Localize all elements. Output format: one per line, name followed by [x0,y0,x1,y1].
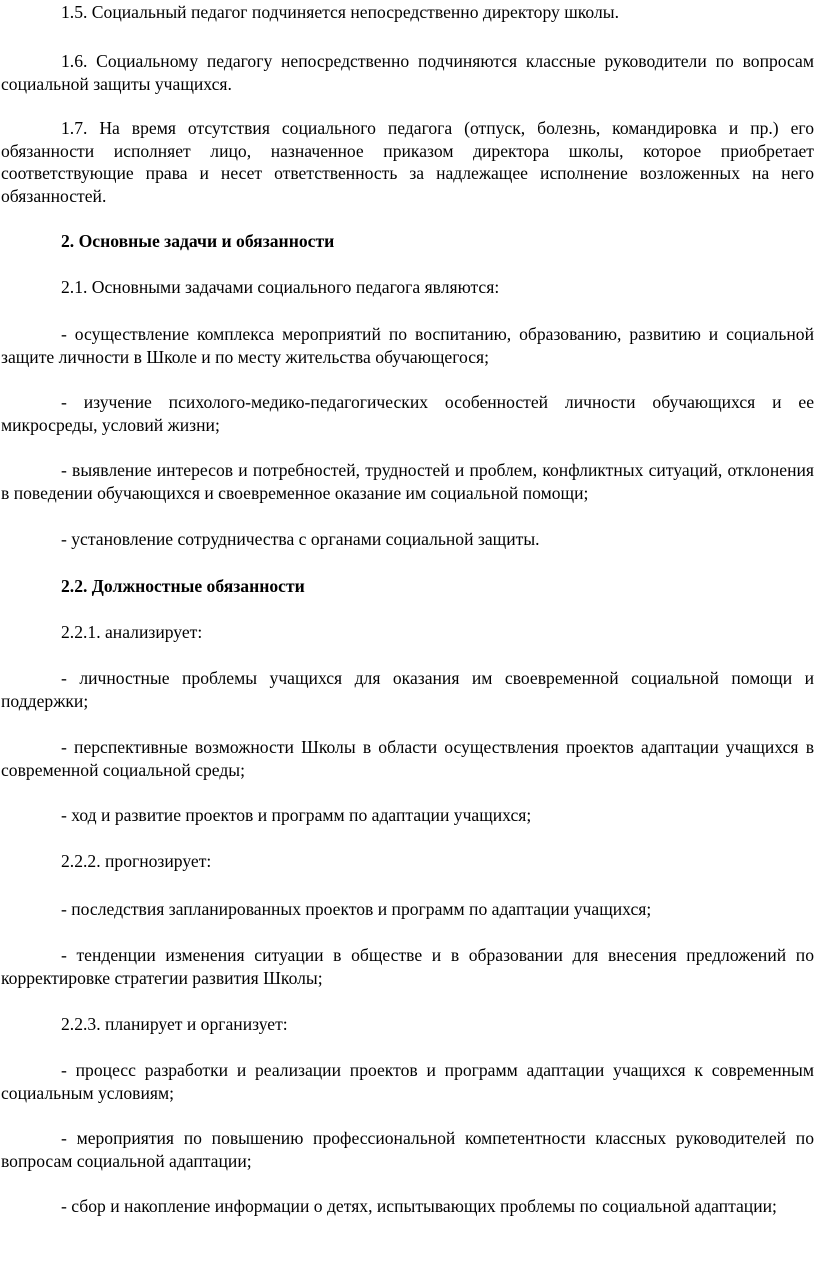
list-item-plan-3: - сбор и накопление информации о детях, испытывающих проблемы по социальной адаптации; [61,1196,777,1216]
list-item-analyze-2: - перспективные возможности Школы в области осуществления проектов адаптации учащихся в современной социальной среды; [1,737,814,780]
paragraph-2-2-3: 2.2.3. планирует и организует: [61,1014,288,1034]
section-heading-2: 2. Основные задачи и обязанности [61,231,335,251]
paragraph-2-2-2: 2.2.2. прогнозирует: [61,851,212,871]
list-item-task-2: - изучение психолого-медико-педагогических особенностей личности обучающихся и ее микросреды, условий жизни; [1,392,814,435]
paragraph-1-5: 1.5. Социальный педагог подчиняется непосредственно директору школы. [61,2,619,22]
paragraph-2-1: 2.1. Основными задачами социального педагога являются: [61,277,500,297]
paragraph-2-2-1: 2.2.1. анализирует: [61,622,203,642]
list-item-analyze-1: - личностные проблемы учащихся для оказания им своевременной социальной помощи и поддержки; [1,668,814,711]
paragraph-1-6: 1.6. Социальному педагогу непосредственно подчиняются классные руководители по вопросам социальной защиты учащихся. [1,51,814,94]
list-item-plan-1: - процесс разработки и реализации проектов и программ адаптации учащихся к современным социальным условиям; [1,1060,814,1103]
section-heading-2-2: 2.2. Должностные обязанности [61,576,305,596]
list-item-analyze-3: - ход и развитие проектов и программ по адаптации учащихся; [61,805,532,825]
list-item-forecast-1: - последствия запланированных проектов и программ по адаптации учащихся; [61,899,652,919]
paragraph-1-7: 1.7. На время отсутствия социального педагога (отпуск, болезнь, командировка и пр.) его обязанности исполняет лицо, назначенное приказом директора школы, которое приобретает соответствующие права и несет ответственность за надлежащее исполнение возложенных на него обязанностей. [1,118,814,206]
list-item-task-3: - выявление интересов и потребностей, трудностей и проблем, конфликтных ситуаций, отклонения в поведении обучающихся и своевременное оказание им социальной помощи; [1,460,814,503]
list-item-task-1: - осуществление комплекса мероприятий по воспитанию, образованию, развитию и социальной защите личности в Школе и по месту жительства обучающегося; [1,324,814,367]
list-item-plan-2: - мероприятия по повышению профессиональной компетентности классных руководителей по вопросам социальной адаптации; [1,1128,814,1171]
list-item-forecast-2: - тенденции изменения ситуации в обществе и в образовании для внесения предложений по корректировке стратегии развития Школы; [1,945,814,988]
list-item-task-4: - установление сотрудничества с органами социальной защиты. [61,529,540,549]
